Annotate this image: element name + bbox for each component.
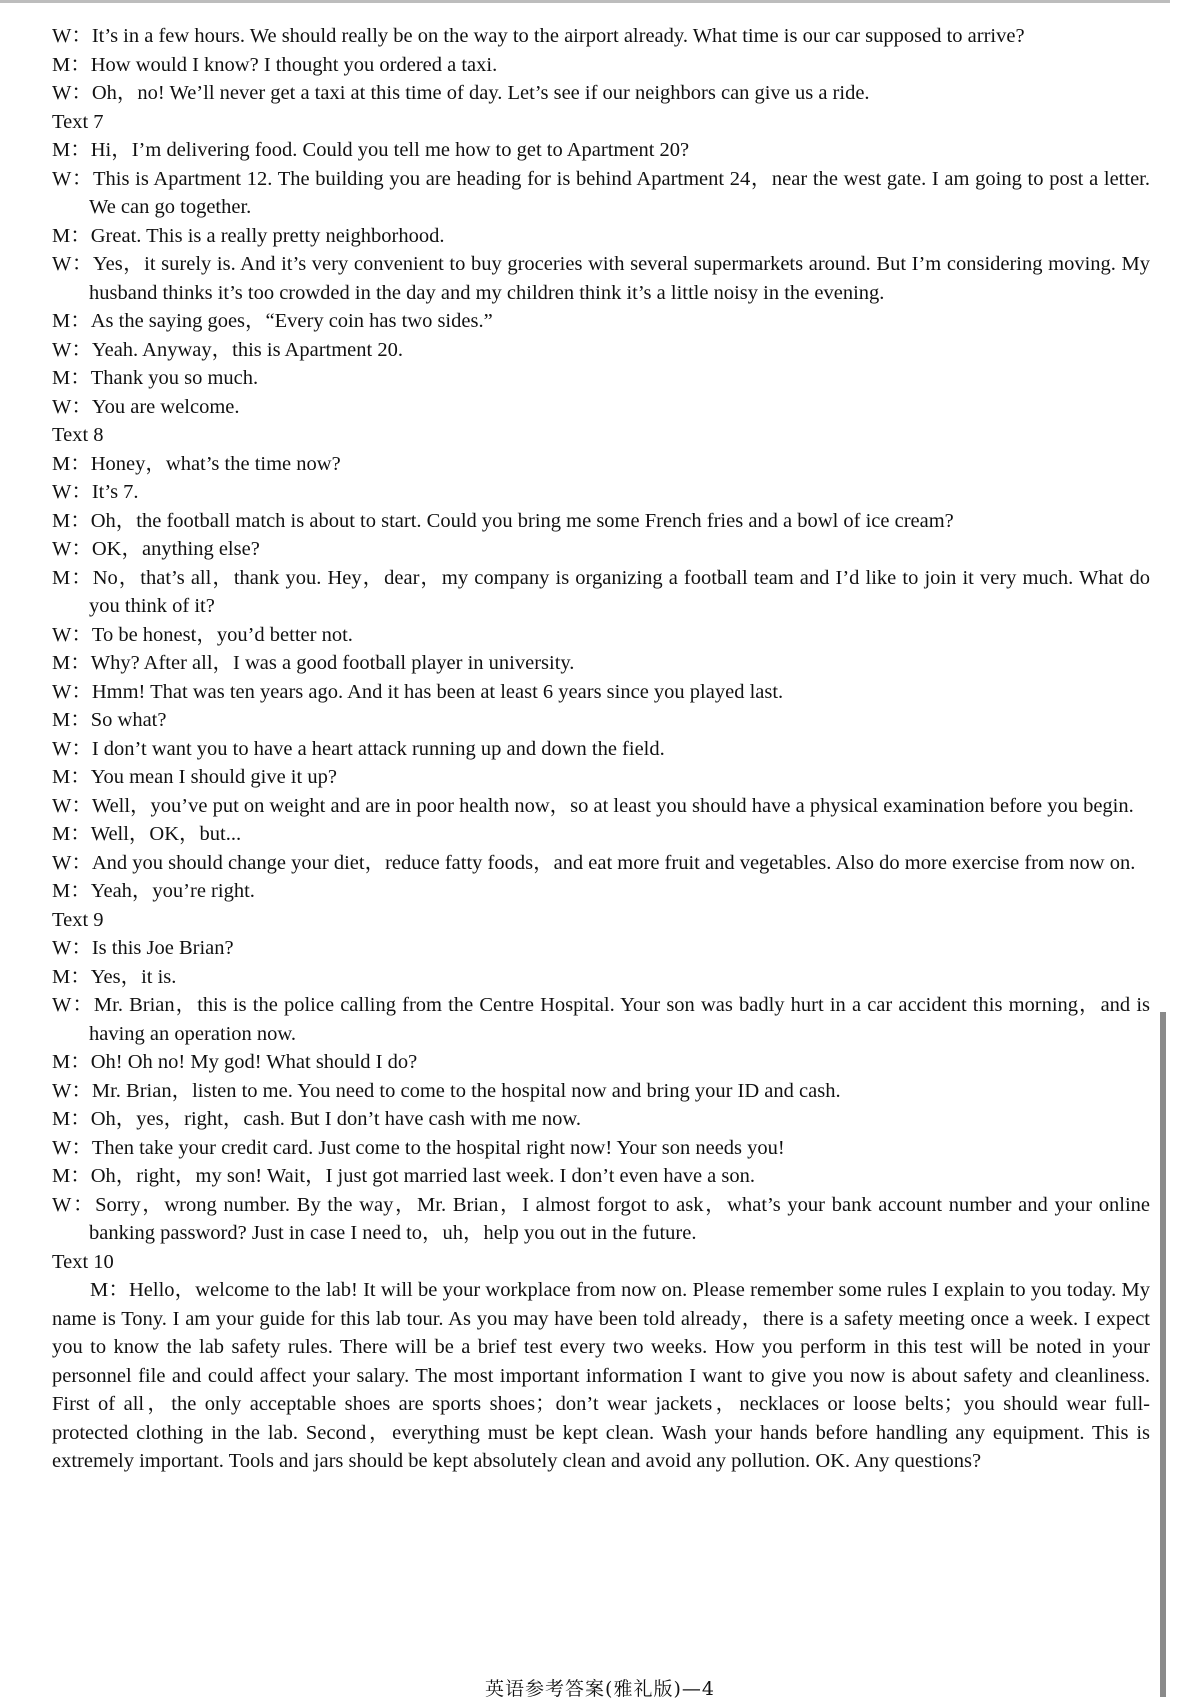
dialog-line — [52, 1134, 1150, 1163]
dialog-line — [52, 649, 1150, 678]
speaker-label: W： — [52, 253, 93, 275]
dialog-text: No，that’s all，thank you. Hey，dear，my company is organizing a football team and I’d like to join it very much. What do you think of it? — [89, 566, 1150, 617]
dialog-text: Well，you’ve put on weight and are in poor health now，so at least you should have a physical examination before you begin. — [91, 794, 1134, 817]
speaker-label: M： — [52, 367, 91, 389]
speaker-label: W： — [52, 994, 94, 1016]
dialog-line — [52, 450, 1150, 479]
speaker-label: W： — [52, 395, 92, 418]
dialog-text: Is this Joe Brian? — [91, 937, 234, 959]
speaker-label: W： — [52, 82, 92, 104]
top-border-line — [0, 0, 1170, 3]
dialog-text: Mr. Brian，this is the police calling from the Centre Hospital. Your son was badly hurt in a car accident this morning，and is having an operation now. — [89, 994, 1151, 1045]
dialog-line — [52, 535, 1150, 564]
section-heading: Text 10 — [52, 1250, 114, 1273]
dialog-text: Hi，I’m delivering food. Could you tell me how to get to Apartment 20? — [90, 139, 690, 161]
dialog-line — [52, 250, 1150, 307]
monologue-paragraph: M：Hello，welcome to the lab! It will be your workplace from now on. Please remember some rules I explain to you today. My name is Tony. I am your guide for this lab tour. As you may have been told already，there is a safety meeting once a week. I expect you to know the lab safety rules. There will be a brief test every two weeks. How you perform in this test will be noted in your personnel file and could affect your salary. The most important information I want to give you now is about safety and cleanliness. First of all，the only acceptable shoes are sports shoes；don’t wear jackets，necklaces or loose belts；you should wear full-protected clothing in the lab. Second，everything must be kept clean. Wash your hands before handling any equipment. This is extremely important. Tools and jars should be kept absolutely clean and avoid any pollution. OK. Any questions? — [52, 1279, 1150, 1472]
dialog-line — [52, 820, 1150, 849]
dialog-text: And you should change your diet，reduce fatty foods，and eat more fruit and vegetables. Also do more exercise from now on. — [91, 851, 1136, 874]
dialog-line — [52, 991, 1150, 1048]
dialog-line — [52, 307, 1150, 336]
dialog-text: Yeah. Anyway，this is Apartment 20. — [91, 338, 403, 361]
dialog-line — [52, 706, 1150, 735]
dialog-text: Yes，it surely is. And it’s very convenient to buy groceries with several supermarkets around. But I’m considering moving. My husband thinks it’s too crowded in the day and my children think it’s a little noisy in the evening. — [89, 253, 1150, 304]
dialog-text: Oh，the football match is about to start. Could you bring me some French fries and a bowl of ice cream? — [90, 509, 954, 532]
dialog-text: Oh! Oh no! My god! What should I do? — [90, 1051, 418, 1073]
dialog-line — [52, 678, 1150, 707]
speaker-label: M： — [52, 1051, 91, 1073]
transcript-page — [52, 22, 1150, 1476]
dialog-line — [52, 136, 1150, 165]
dialog-line — [52, 51, 1150, 80]
speaker-label: M： — [52, 823, 91, 845]
speaker-label: W： — [52, 737, 92, 760]
dialog-line — [52, 792, 1150, 821]
dialog-text: Why? After all，I was a good football player in university. — [90, 652, 575, 674]
speaker-label: M： — [52, 652, 91, 674]
speaker-label: M： — [52, 224, 91, 247]
dialog-text: Hmm! That was ten years ago. And it has been at least 6 years since you played last. — [91, 680, 784, 703]
speaker-label: M： — [52, 53, 91, 76]
dialog-line — [52, 165, 1150, 222]
dialog-text: Thank you so much. — [90, 367, 259, 389]
speaker-label: M： — [52, 766, 91, 788]
dialog-line — [52, 1077, 1150, 1106]
dialog-line — [52, 849, 1150, 878]
dialog-text: How would I know? I thought you ordered a taxi. — [90, 53, 498, 76]
dialog-line — [52, 621, 1150, 650]
dialog-text: Oh，right，my son! Wait，I just got married last week. I don’t even have a son. — [90, 1165, 756, 1187]
dialog-text: This is Apartment 12. The building you are heading for is behind Apartment 24，near the west gate. I am going to post a letter. We can go together. — [89, 167, 1150, 218]
speaker-label: W： — [52, 338, 92, 361]
dialog-line — [52, 963, 1150, 992]
speaker-label: M： — [52, 310, 91, 332]
section-heading: Text 9 — [52, 908, 104, 931]
dialog-text: So what? — [90, 709, 167, 731]
speaker-label: W： — [52, 1136, 92, 1159]
scrollbar[interactable] — [1160, 1012, 1166, 1697]
speaker-label: W： — [52, 1193, 96, 1216]
dialog-text: Oh，no! We’ll never get a taxi at this time of day. Let’s see if our neighbors can give us a ride. — [91, 82, 870, 104]
section-heading: Text 7 — [52, 110, 104, 133]
dialog-line — [52, 564, 1150, 621]
dialog-line — [52, 79, 1150, 108]
dialog-text: Honey，what’s the time now? — [90, 452, 341, 475]
dialog-text: OK，anything else? — [91, 538, 260, 560]
section-heading: Text 8 — [52, 424, 104, 446]
dialog-text: As the saying goes，“Every coin has two sides.” — [90, 310, 493, 332]
dialog-line — [52, 393, 1150, 422]
speaker-label: W： — [52, 851, 92, 874]
dialog-line — [52, 507, 1150, 536]
dialog-text: Then take your credit card. Just come to the hospital right now! Your son needs you! — [91, 1136, 785, 1159]
speaker-label: W： — [52, 1079, 92, 1102]
dialog-line — [52, 336, 1150, 365]
dialog-text: Yeah，you’re right. — [90, 880, 255, 902]
dialog-line — [52, 222, 1150, 251]
speaker-label: M： — [52, 452, 91, 475]
speaker-label: W： — [52, 794, 92, 817]
speaker-label: M： — [52, 965, 91, 988]
dialog-text: You mean I should give it up? — [90, 766, 337, 788]
speaker-label: W： — [52, 167, 93, 190]
speaker-label: M： — [52, 566, 93, 589]
dialog-line — [52, 22, 1150, 51]
dialog-line — [52, 1162, 1150, 1191]
speaker-label: W： — [52, 680, 92, 703]
dialog-text: It’s 7. — [91, 481, 139, 503]
dialog-line — [52, 478, 1150, 507]
speaker-label: W： — [52, 538, 92, 560]
dialog-line — [52, 877, 1150, 906]
dialog-line — [52, 1048, 1150, 1077]
dialog-text: Sorry，wrong number. By the way，Mr. Brian，I almost forgot to ask，what’s your bank account number and your online banking password? Just in case I need to，uh，help you out in the future. — [89, 1193, 1150, 1244]
speaker-label: W： — [52, 623, 92, 646]
dialog-text: Mr. Brian，listen to me. You need to come to the hospital now and bring your ID and cash. — [91, 1079, 841, 1102]
speaker-label: W： — [52, 25, 92, 47]
dialog-text: Great. This is a really pretty neighborhood. — [90, 224, 445, 247]
dialog-line — [52, 1191, 1150, 1248]
speaker-label: M： — [52, 139, 91, 161]
dialog-line — [52, 763, 1150, 792]
dialog-text: It’s in a few hours. We should really be on the way to the airport already. What time is our car supposed to arrive? — [91, 25, 1025, 47]
dialog-text: Oh，yes，right，cash. But I don’t have cash with me now. — [90, 1108, 581, 1130]
speaker-label: M： — [52, 880, 91, 902]
dialog-line — [52, 934, 1150, 963]
speaker-label: M： — [52, 509, 91, 532]
dialog-line — [52, 735, 1150, 764]
dialog-text: To be honest，you’d better not. — [91, 623, 353, 646]
dialog-line — [52, 364, 1150, 393]
dialog-line — [52, 1105, 1150, 1134]
speaker-label: M： — [52, 1108, 91, 1130]
speaker-label: W： — [52, 481, 92, 503]
page-footer: 英语参考答案(雅礼版)—4 — [485, 1678, 715, 1700]
dialog-text: Well，OK，but... — [90, 823, 242, 845]
speaker-label: M： — [52, 1165, 91, 1187]
speaker-label: M： — [52, 709, 91, 731]
dialog-text: I don’t want you to have a heart attack running up and down the field. — [91, 737, 665, 760]
speaker-label: W： — [52, 937, 92, 959]
dialog-text: You are welcome. — [91, 395, 240, 418]
dialog-text: Yes，it is. — [90, 965, 177, 988]
